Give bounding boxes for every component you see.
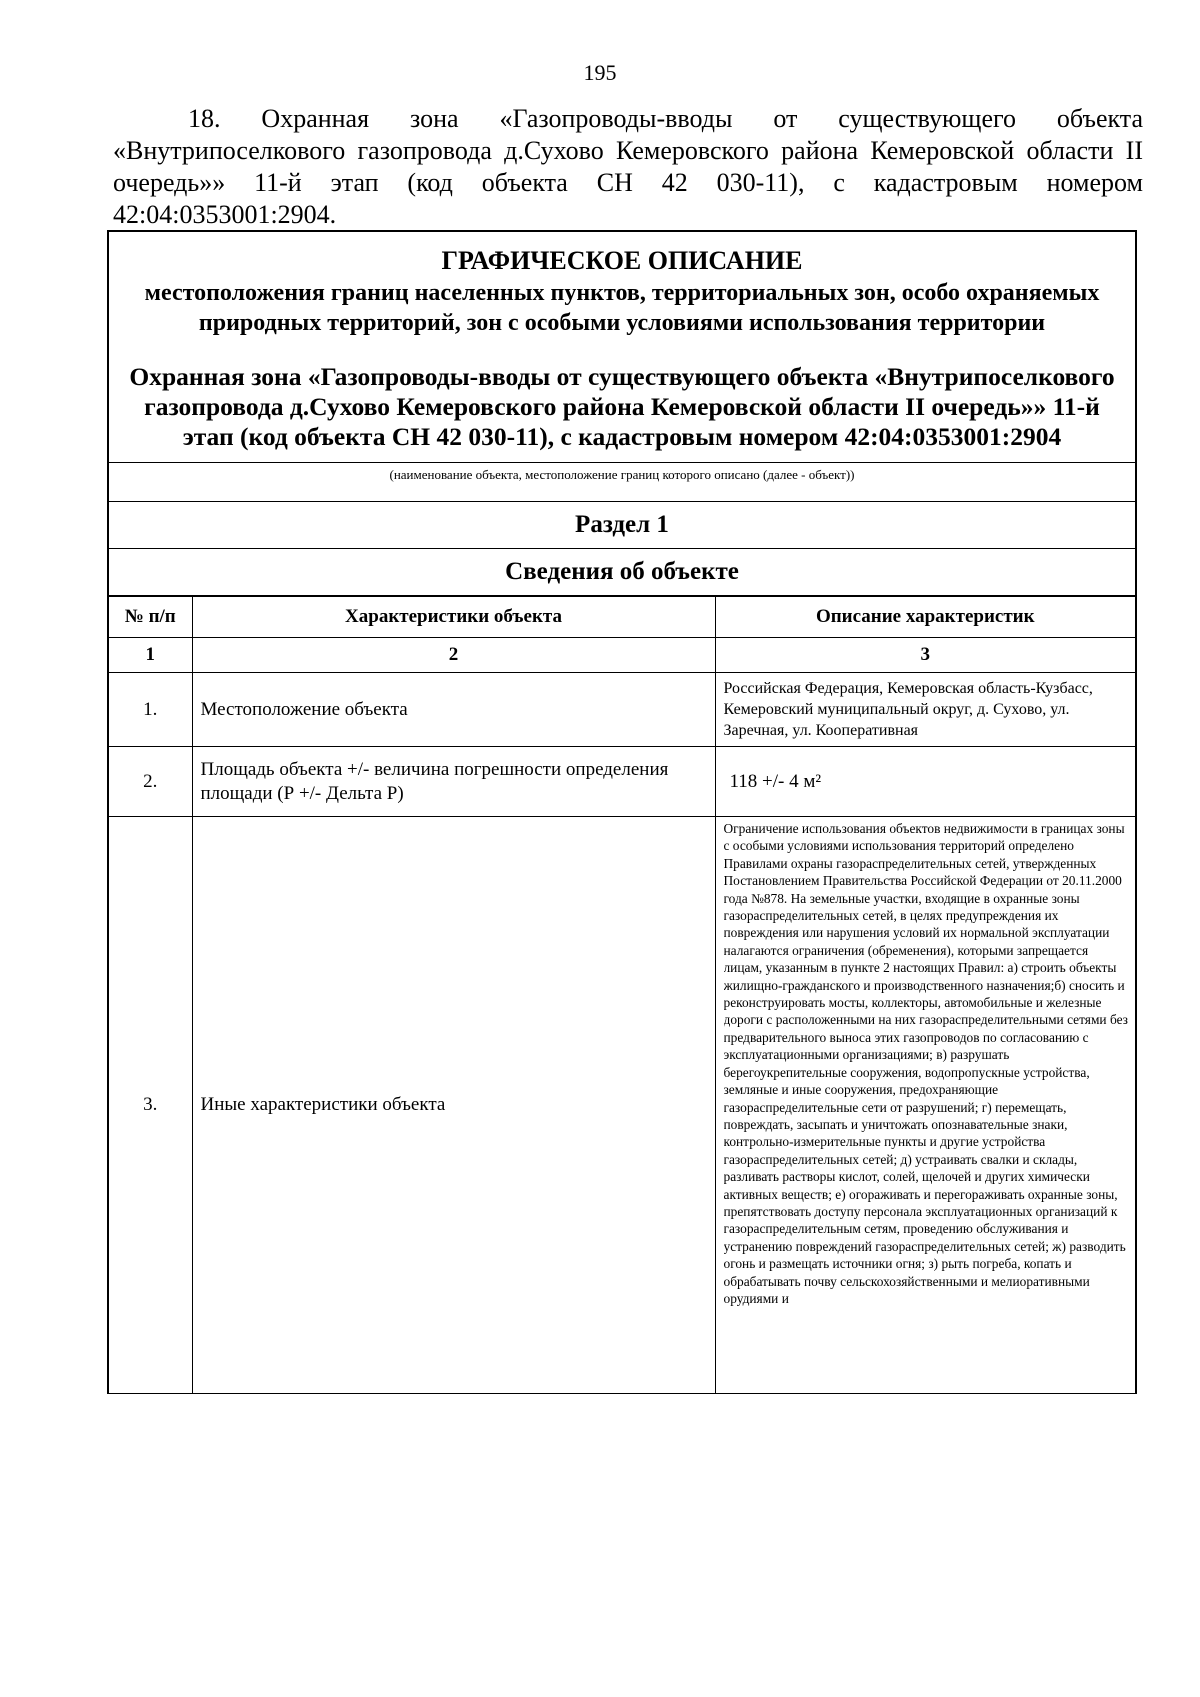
restrictions-text: Ограничение использования объектов недвижимости в границах зоны с особыми условиями использования территорий определено Правилами охраны газораспределительных сетей, утвержденных Постановлением Правительства Российской Федерации от 20.11.2000 года №878. На земельные участки, входящие в охранные зоны газораспределительных сетей, в целях предупреждения их повреждения или нарушения условий их нормальной эксплуатации налагаются ограничения (обременения), которыми запрещается лицам, указанным в пункте 2 настоящих Правил: а) строить объекты жилищно-гражданского и производственного назначения;б) сносить и реконструировать мосты, коллекторы, автомобильные и железные дороги с расположенными на них газораспределительными сетями без предварительного выноса этих газопроводов по согласованию с эксплуатационными организациями; в) разрушать берегоукрепительные сооружения, водопропускные устройства, земляные и иные сооружения, предохраняющие газораспределительные сети от разрушений; г) перемещать, повреждать, засыпать и уничтожать опознавательные знаки, контрольно-измерительные пункты и другие устройства газораспределительных сетей; д) устраивать свалки и склады, разливать растворы кислот, солей, щелочей и других химически активных веществ; е) огораживать и перегораживать охранные зоны, препятствовать доступу персонала эксплуатационных организаций к газораспределительным сетям, проведению обслуживания и устранению повреждений газораспределительных сетей; ж) разводить огонь и размещать источники огня; з) рыть погреба, копать и обрабатывать почву сельскохозяйственными и мелиоративными орудиями и	[723, 821, 1128, 1306]
table-row	[109, 747, 1135, 817]
section-title: Сведения об объекте	[109, 548, 1135, 595]
row-description: Российская Федерация, Кемеровская область-Кузбасс, Кемеровский муниципальный округ, д. Сухово, ул. Заречная, ул. Кооперативная	[715, 673, 1135, 747]
column-number: 1	[109, 638, 192, 673]
row-characteristic: Иные характеристики объекта	[192, 817, 715, 1394]
row-characteristic: Площадь объекта +/- величина погрешности определения площади (Р +/- Дельта Р)	[192, 747, 715, 817]
row-number: 3.	[109, 817, 192, 1394]
object-caption: (наименование объекта, местоположение границ которого описано (далее - объект))	[109, 462, 1135, 501]
document-subtitle: местоположения границ населенных пунктов, территориальных зон, особо охраняемых природных территорий, зон с особыми условиями использования территории	[144, 280, 1100, 336]
row-number: 2.	[109, 747, 192, 817]
intro-paragraph: 18. Охранная зона «Газопроводы-вводы от существующего объекта «Внутрипоселкового газопровода д.Сухово Кемеровского района Кемеровской области II очередь»» 11-й этап (код объекта СН 42 030-11), с кадастровым номером 42:04:0353001:2904.	[113, 104, 1143, 229]
section-label: Раздел 1	[109, 501, 1135, 548]
column-header: № п/п	[109, 596, 192, 638]
column-number-row	[109, 638, 1135, 673]
object-name: Охранная зона «Газопроводы-вводы от существующего объекта «Внутрипоселкового газопровода д.Сухово Кемеровского района Кемеровской области II очередь»» 11-й этап (код объекта СН 42 030-11), с кадастровым номером 42:04:0353001:2904	[129, 362, 1115, 451]
graphic-description-frame	[107, 230, 1137, 1394]
page-number: 195	[583, 60, 617, 85]
table-row	[109, 673, 1135, 747]
object-info-table	[109, 595, 1135, 1394]
table-header-row	[109, 596, 1135, 638]
table-row	[109, 817, 1135, 1394]
document-title: ГРАФИЧЕСКОЕ ОПИСАНИЕ	[441, 246, 803, 275]
column-number: 3	[715, 638, 1135, 673]
row-description: 118 +/- 4 м²	[715, 747, 1135, 817]
header-block	[109, 232, 1135, 462]
row-number: 1.	[109, 673, 192, 747]
row-characteristic: Местоположение объекта	[192, 673, 715, 747]
column-header: Описание характеристик	[715, 596, 1135, 638]
column-number: 2	[192, 638, 715, 673]
column-header: Характеристики объекта	[192, 596, 715, 638]
row-description	[715, 817, 1135, 1394]
